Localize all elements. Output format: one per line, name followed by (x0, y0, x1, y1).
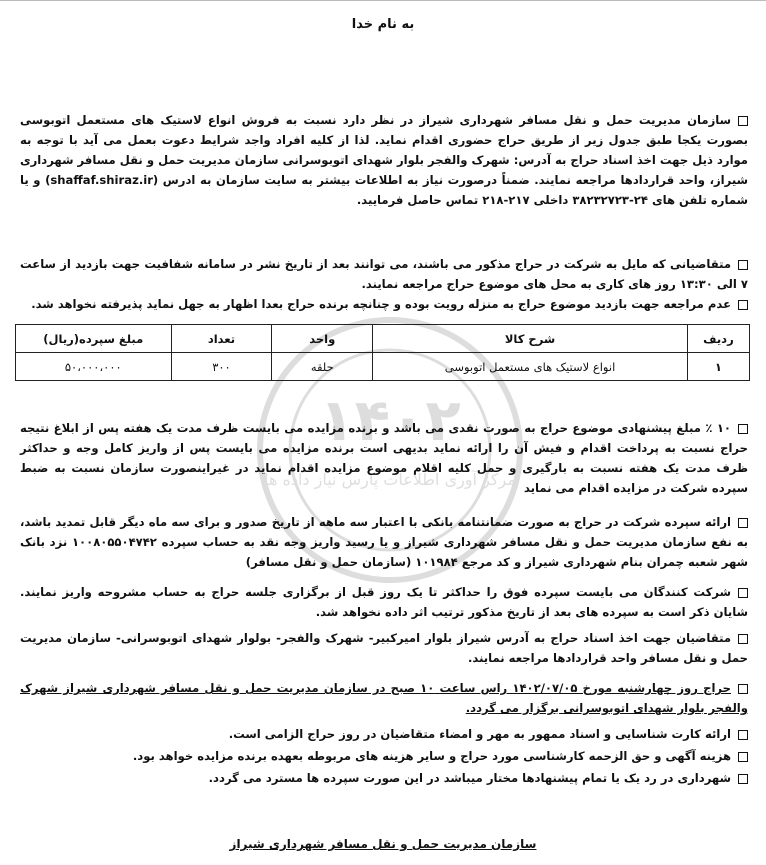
checkbox-bullet-icon (738, 260, 748, 270)
col-header-description: شرح کالا (373, 325, 688, 353)
checkbox-bullet-icon (738, 752, 748, 762)
final-note-2: هزینه آگهی و حق الزحمه کارشناسی مورد حراج و سایر هزینه های مربوطه بعهده برنده مزایده خواهد بود. (20, 746, 748, 766)
checkbox-bullet-icon (738, 300, 748, 310)
visit-note-2: عدم مراجعه جهت بازدید موضوع حراج به منزله رویت بوده و چنانچه برنده حراج بعدا اظهار به جهل نماید پذیرفته نخواهد شد. (20, 294, 748, 314)
intro-text: سازمان مدیریت حمل و نقل مسافر شهرداری شیراز در نظر دارد نسبت به فروش انواع لاستیک های مستعمل اتوبوسی بصورت یکجا طبق جدول زیر از طریق حراج حضوری اقدام نماید. لذا از کلیه افراد واجد شرایط دعوت بعمل می آید با توجه به موارد ذیل جهت اخذ اسناد حراج به آدرس: شهرک والفجر بلوار شهدای اتوبوسرانی سازمان مدیریت حمل و نقل مسافر شهرداری شیراز، واحد قراردادها مراجعه نمایند. ضمناً درصورت نیاز به اطلاعات بیشتر به سایت سازمان به ادرس (shaffaf.shiraz.ir) و یا شماره تلفن های ۲۴-۳۸۲۳۲۷۲۳ داخلی ۲۱۷-۲۱۸ تماس حاصل فرمایید. (20, 113, 748, 207)
col-header-deposit: مبلغ سپرده(ریال) (16, 325, 172, 353)
cell-row-number: ۱ (687, 353, 749, 381)
cell-quantity: ۳۰۰ (171, 353, 272, 381)
visit-note-1: متقاضیانی که مایل به شرکت در حراج مذکور می باشند، می توانند بعد از تاریخ نشر در سامانه شفافیت جهت بازدید از ساعت ۷ الی ۱۳:۳۰ روز های کاری به محل های موضوع حراج مراجعه نمایند. (20, 257, 748, 291)
col-header-quantity: تعداد (171, 325, 272, 353)
checkbox-bullet-icon (738, 116, 748, 126)
col-header-row-number: ردیف (687, 325, 749, 353)
condition-2: ارائه سپرده شرکت در حراج به صورت ضمانتنامه بانکی با اعتبار سه ماهه از تاریخ صدور و برای سه ماه دیگر قابل تمدید باشد، به نفع سازمان مدیریت حمل و نقل مسافر شهرداری شیراز و یا رسید واریز وجه نقد به حساب سپرده ۱۰۰۸۰۵۵۰۴۷۴۲ نزد بانک شهر شعبه چمران بنام شهرداری شیراز و کد مرجع ۱۰۱۹۸۴ (سازمان حمل و نقل مسافر) (20, 515, 749, 569)
checkbox-bullet-icon (738, 634, 748, 644)
intro-paragraph (20, 110, 748, 210)
items-table (15, 324, 750, 381)
checkbox-bullet-icon (738, 730, 748, 740)
cell-unit: حلقه (272, 353, 373, 381)
condition-3: شرکت کنندگان می بایست سپرده فوق را حداکثر تا یک روز قبل از برگزاری جلسه حراج به حساب مشروحه واریز نمایند. شایان ذکر است به سپرده های بعد از تاریخ مذکور ترتیب اثر داده نخواهد شد. (20, 585, 748, 619)
final-note-1: ارائه کارت شناسایی و اسناد ممهور به مهر و امضاء متقاضیان در روز حراج الزامی است. (20, 724, 748, 744)
final-note-3: شهرداری در رد یک یا تمام پیشنهادها مختار میباشد در این صورت سپرده ها مسترد می گردد. (20, 768, 748, 788)
watermark-number: ۱۴۰۲ (319, 386, 461, 454)
table-row (16, 353, 750, 381)
table-header-row (16, 325, 750, 353)
checkbox-bullet-icon (738, 518, 748, 528)
checkbox-bullet-icon (738, 684, 748, 694)
checkbox-bullet-icon (738, 424, 748, 434)
watermark-caption: مرکز آوری اطلاعات پارس نیاز داده ها (264, 470, 516, 489)
condition-4: متقاضیان جهت اخذ اسناد حراج به آدرس شیراز بلوار امیرکبیر- شهرک والفجر- بولوار شهدای اتوبوسرانی- سازمان مدیریت حمل و نقل مسافر واحد قراردادها مراجعه نمایند. (20, 631, 748, 665)
signature-line: سازمان مدیریت حمل و نقل مسافر شهرداری شیراز (229, 837, 537, 851)
col-header-unit: واحد (272, 325, 373, 353)
checkbox-bullet-icon (738, 588, 748, 598)
auction-date-note: حراج روز چهارشنبه مورخ ۱۴۰۲/۰۷/۰۵ راس ساعت ۱۰ صبح در سازمان مدیریت حمل و نقل مسافر شهرداری شیراز شهرک والفجر بلوار شهدای اتوبوسرانی برگزار می گردد. (20, 681, 748, 715)
top-border (0, 0, 766, 1)
cell-description: انواع لاستیک های مستعمل اتوبوسی (373, 353, 688, 381)
page-title: به نام خدا (351, 17, 415, 32)
cell-deposit: ۵۰،۰۰۰،۰۰۰ (16, 353, 172, 381)
condition-1: ۱۰ ٪ مبلغ پیشنهادی موضوع حراج به صورت نقدی می باشد و برنده مزایده می بایست ظرف مدت یک هفته پس از ابلاغ نتیجه حراج نسبت به پرداخت اقدام و فیش آن را ارائه نماید بدیهی است برنده مزایده می بایست پس از واریز کامل وجه و حداکثر ظرف مدت یک هفته نسبت به بارگیری و حمل کلیه اقلام موضوع مزایده اقدام نماید در غیراینصورت سازمان نسبت به ضبط سپرده شرکت در مزایده اقدام می نماید (20, 421, 748, 495)
checkbox-bullet-icon (738, 774, 748, 784)
